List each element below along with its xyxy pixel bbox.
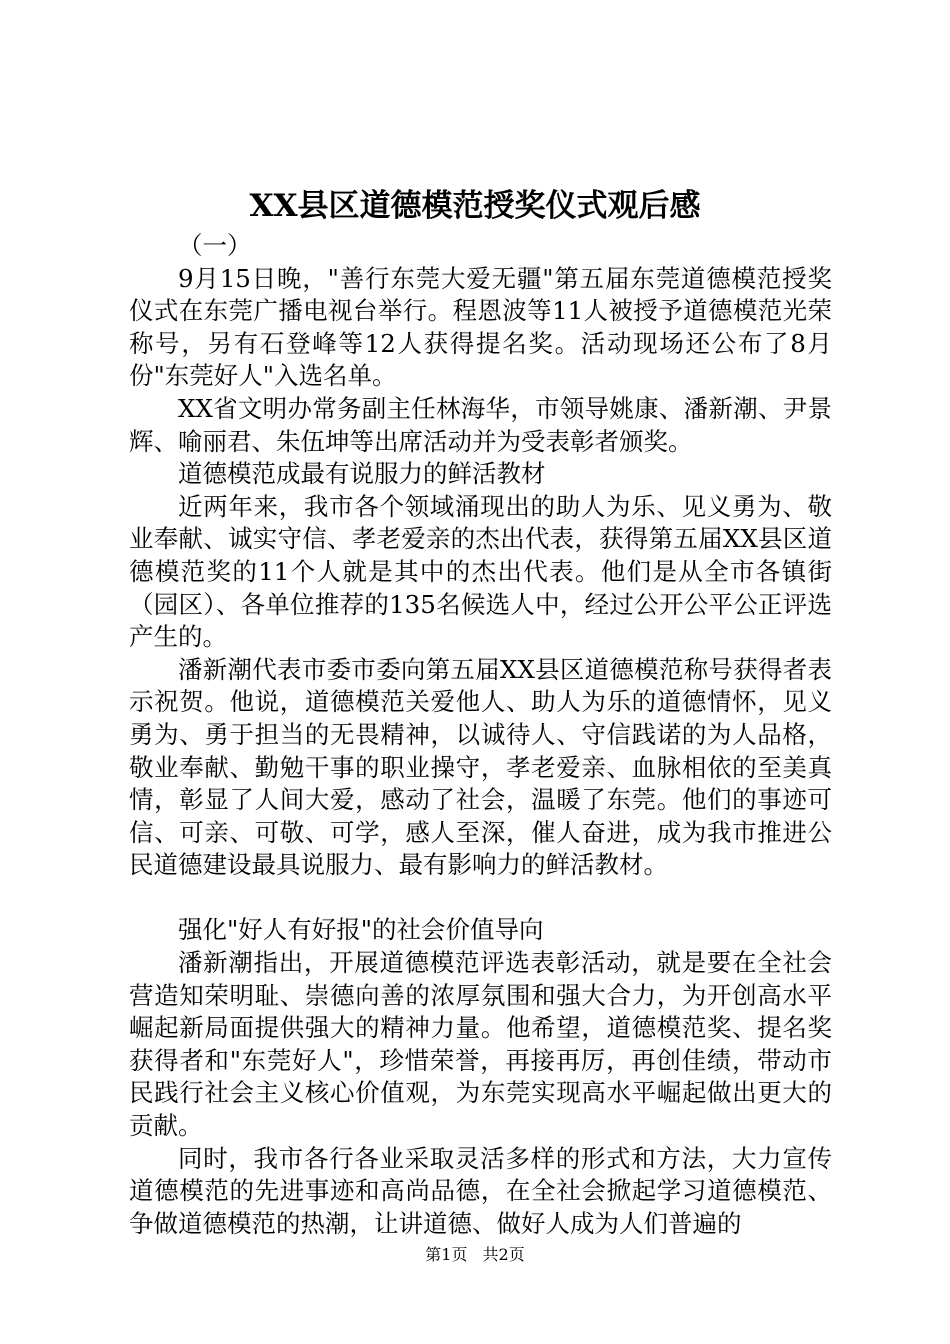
paragraph-attendees: XX省文明办常务副主任林海华，市领导姚康、潘新潮、尹景辉、喻丽君、朱伍坤等出席活动并为受表彰者颁奖。 <box>129 393 832 456</box>
paragraph-intro: 9月15日晚，"善行东莞大爱无疆"第五届东莞道德模范授奖仪式在东莞广播电视台举行。程恩波等11人被授予道德模范光荣称号，另有石登峰等12人获得提名奖。活动现场还公布了8月份"东莞好人"入选名单。 <box>129 263 832 391</box>
paragraph-recent-years: 近两年来，我市各个领域涌现出的助人为乐、见义勇为、敬业奉献、诚实守信、孝老爱亲的杰出代表，获得第五届XX县区道德模范奖的11个人就是其中的杰出代表。他们是从全市各镇街（园区）、各单位推荐的135名候选人中，经过公开公平公正评选产生的。 <box>129 491 832 652</box>
blank-line <box>129 882 832 915</box>
paragraph-congratulations: 潘新潮代表市委市委向第五届XX县区道德模范称号获得者表示祝贺。他说，道德模范关爱他人、助人为乐的道德情怀，见义勇为、勇于担当的无畏精神，以诚待人、守信践诺的为人品格，敬业奉献、勤勉干事的职业操守，孝老爱亲、血脉相依的至美真情，彰显了人间大爱，感动了社会，温暖了东莞。他们的事迹可信、可亲、可敬、可学，感人至深，催人奋进，成为我市推进公民道德建设最具说服力、最有影响力的鲜活教材。 <box>129 654 832 880</box>
paragraph-pointed-out: 潘新潮指出，开展道德模范评选表彰活动，就是要在全社会营造知荣明耻、崇德向善的浓厚氛围和强大合力，为开创高水平崛起新局面提供强大的精神力量。他希望，道德模范奖、提名奖获得者和"东莞好人"，珍惜荣誉，再接再厉，再创佳绩，带动市民践行社会主义核心价值观，为东莞实现高水平崛起做出更大的贡献。 <box>129 948 832 1141</box>
page-number: 第1页 <box>425 1245 468 1264</box>
subheading-role-model: 道德模范成最有说服力的鲜活教材 <box>178 459 546 489</box>
paragraph-meanwhile: 同时，我市各行各业采取灵活多样的形式和方法，大力宣传道德模范的先进事迹和高尚品德，在全社会掀起学习道德模范、争做道德模范的热潮，让讲道德、做好人成为人们普遍的 <box>129 1143 832 1238</box>
page-footer <box>0 1244 950 1266</box>
subheading-value-orientation: 强化"好人有好报"的社会价值导向 <box>178 915 544 945</box>
document-body <box>129 230 832 1240</box>
section-number: （一） <box>178 231 252 260</box>
page-total: 共2页 <box>482 1245 525 1264</box>
document-title: XX县区道德模范授奖仪式观后感 <box>249 188 701 224</box>
